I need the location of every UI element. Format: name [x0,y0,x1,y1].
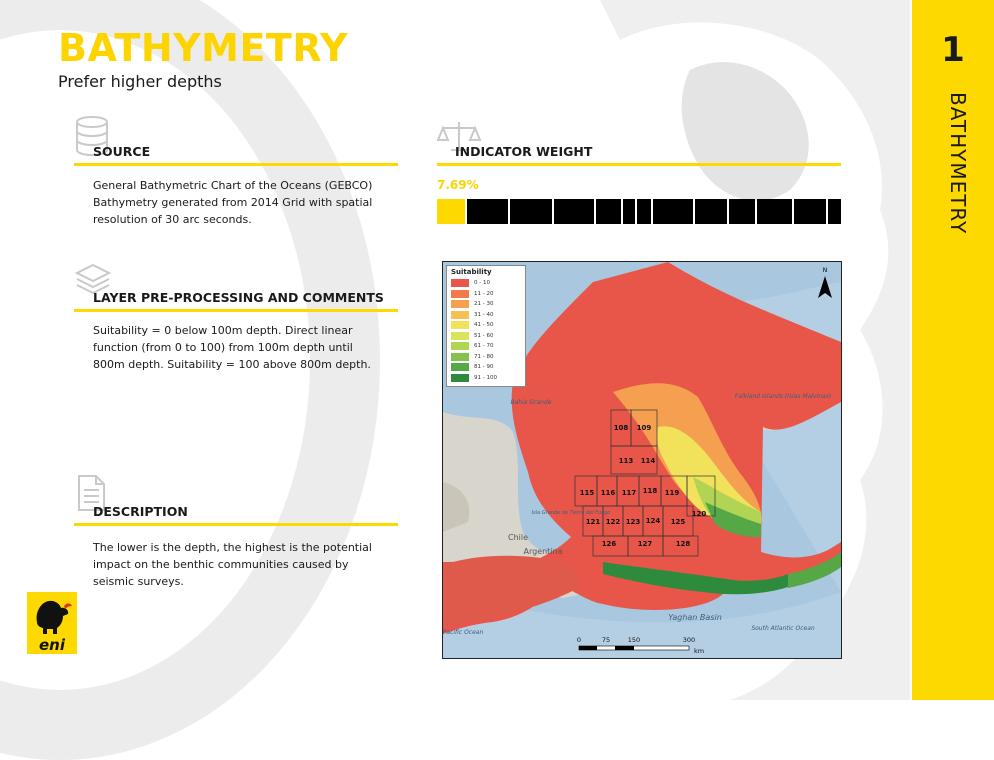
block-label: 109 [636,424,652,432]
legend-label: 71 - 80 [474,353,494,360]
legend-row [451,331,521,342]
block-label: 120 [691,510,707,518]
legend-label: 21 - 30 [474,301,494,308]
map-legend [446,265,526,387]
block-label: 128 [675,540,691,548]
legend-title: Suitability [451,268,492,276]
place-label: Bahia Grande [510,399,552,406]
place-label: Falkland Islands (Islas Malvinas) [734,393,832,400]
legend-label: 0 - 10 [474,280,490,287]
legend-label: 51 - 60 [474,332,494,339]
legend-row [451,278,521,289]
suitability-map [442,261,842,659]
block-label: 119 [664,489,680,497]
weight-segment [623,199,635,224]
source-heading: SOURCE [74,144,398,166]
legend-label: 91 - 100 [474,374,497,381]
preprocessing-text: Suitability = 0 below 100m depth. Direct linear function (from 0 to 100) from 100m depth until 800m depth. Suitability = 100 above 800m depth. [93,324,371,371]
weight-segment [828,199,841,224]
page-subtitle: Prefer higher depths [58,72,222,91]
legend-swatch [451,363,469,371]
block-label: 118 [642,487,658,495]
block-label: 115 [579,489,595,497]
weight-segment [596,199,621,224]
legend-row [451,362,521,373]
block-label: 116 [600,489,616,497]
weight-segment [653,199,694,224]
weight-segment [729,199,754,224]
block-label: 127 [637,540,653,548]
block-label: 123 [625,518,641,526]
block-label: 121 [585,518,601,526]
country-label-argentina: Argentina [523,547,563,556]
legend-row [451,352,521,363]
legend-label: 31 - 40 [474,311,494,318]
place-label: Isla Grande de Tierra del Fuego [531,510,611,516]
section-number: 1 [941,30,965,70]
place-label: Yaghan Basin [668,613,722,622]
preprocessing-heading: LAYER PRE-PROCESSING AND COMMENTS [74,290,398,312]
weight-segment [467,199,508,224]
weight-segment-active [437,199,465,224]
indicator-weight-value: 7.69% [437,178,479,192]
legend-row [451,320,521,331]
side-section-label: BATHYMETRY [946,92,970,235]
scale-tick: 0 [576,636,582,644]
north-label: N [822,267,828,274]
block-label: 126 [601,540,617,548]
block-label: 124 [645,517,661,525]
legend-swatch [451,279,469,287]
indicator-weight-heading: INDICATOR WEIGHT [437,144,841,166]
block-label: 108 [613,424,629,432]
legend-label: 41 - 50 [474,322,494,329]
block-label: 125 [670,518,686,526]
legend-row [451,341,521,352]
block-label: 117 [621,489,637,497]
legend-row [451,310,521,321]
legend-swatch [451,342,469,350]
scale-tick: 300 [682,636,696,644]
legend-row [451,373,521,384]
block-label: 122 [605,518,621,526]
country-label-chile: Chile [507,533,529,542]
legend-swatch [451,374,469,382]
source-text: General Bathymetric Chart of the Oceans (GEBCO) Bathymetry generated from 2014 Grid with spatial resolution of 30 arc seconds. [93,179,373,226]
logo-text: eni [39,636,65,654]
eni-logo [27,592,77,654]
legend-swatch [451,311,469,319]
description-text: The lower is the depth, the highest is the potential impact on the benthic communities caused by seismic surveys. [93,541,372,588]
description-heading: DESCRIPTION [74,504,398,526]
place-label: Pacific Ocean [443,629,484,636]
legend-swatch [451,321,469,329]
weight-segment [554,199,595,224]
legend-swatch [451,290,469,298]
weight-segment [637,199,651,224]
weight-segment [794,199,826,224]
scale-unit: km [693,647,705,655]
weight-segment [510,199,552,224]
legend-swatch [451,353,469,361]
legend-swatch [451,332,469,340]
legend-row [451,299,521,310]
legend-swatch [451,300,469,308]
indicator-weight-bar [437,199,841,224]
block-label: 114 [640,457,656,465]
legend-row [451,289,521,300]
legend-label: 61 - 70 [474,343,494,350]
weight-segment [757,199,793,224]
scale-tick: 75 [601,636,611,644]
weight-segment [695,199,727,224]
place-label: South Atlantic Ocean [751,625,815,632]
legend-label: 81 - 90 [474,364,494,371]
legend-label: 11 - 20 [474,290,494,297]
scale-tick: 150 [627,636,641,644]
block-label: 113 [618,457,634,465]
page-title: BATHYMETRY [58,26,349,70]
